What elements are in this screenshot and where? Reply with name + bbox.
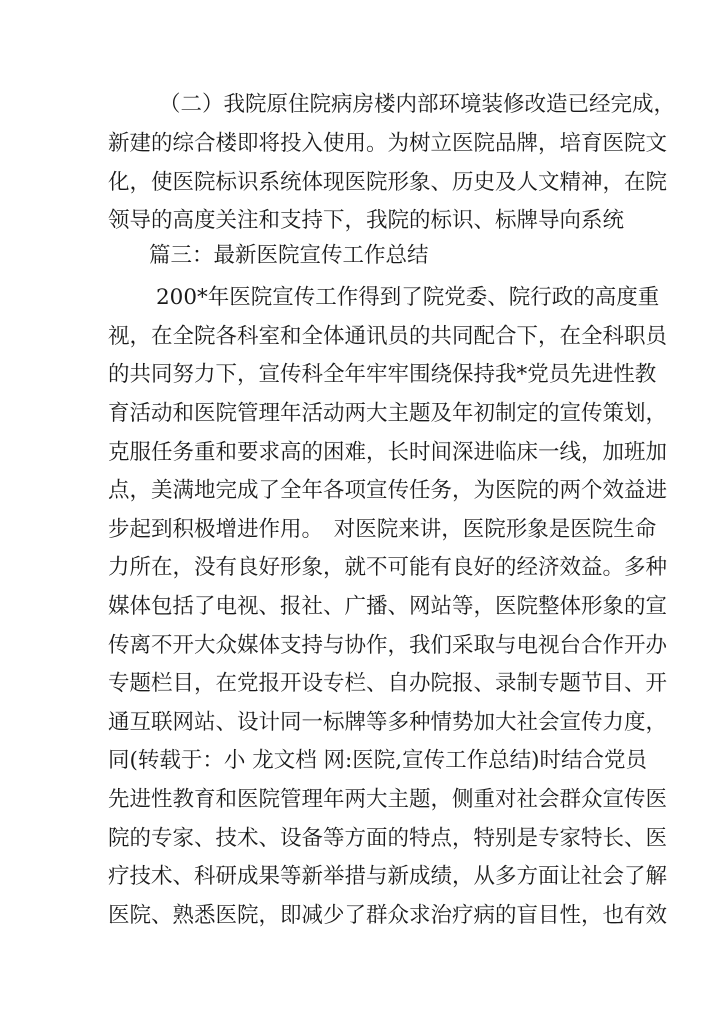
section-heading: 篇三：最新医院宣传工作总结 [149, 243, 429, 268]
paragraph-line: 育活动和医院管理年活动两大主题及年初制定的宣传策划， [108, 401, 668, 426]
paragraph-line: 步起到积极增进作用。 对医院来讲，医院形象是医院生命 [108, 517, 657, 542]
paragraph-line: 医院、熟悉医院，即减少了群众求治疗病的盲目性，也有效 [108, 903, 668, 928]
paragraph-line: 通互联网站、设计同一标牌等多种情势加大社会宣传力度， [108, 710, 668, 735]
paragraph-line: 专题栏目，在党报开设专栏、自办院报、录制专题节目、开 [108, 671, 668, 696]
paragraph-line: 视，在全院各科室和全体通讯员的共同配合下，在全科职员 [108, 324, 668, 349]
paragraph-line: 媒体包括了电视、报社、广播、网站等，医院整体形象的宣 [108, 594, 668, 619]
paragraph-line: 同(转载于：小 龙文档 网:医院,宣传工作总结)时结合党员 [108, 748, 648, 773]
paragraph-line: 克服任务重和要求高的困难，长时间深进临床一线，加班加 [108, 440, 668, 465]
paragraph-line: 的共同努力下，宣传科全年牢牢围绕保持我*党员先进性教 [108, 362, 657, 387]
paragraph-line: 先进性教育和医院管理年两大主题，侧重对社会群众宣传医 [108, 787, 668, 812]
paragraph-line: 传离不开大众媒体支持与协作，我们采取与电视台合作开办 [108, 633, 668, 658]
paragraph-line: 化，使医院标识系统体现医院形象、历史及人文精神，在院 [108, 170, 668, 195]
paragraph-line: 疗技术、科研成果等新举措与新成绩，从多方面让社会了解 [108, 864, 668, 889]
paragraph-line: 新建的综合楼即将投入使用。为树立医院品牌，培育医院文 [108, 131, 668, 156]
paragraph-line: 领导的高度关注和支持下，我院的标识、标牌导向系统 [108, 208, 625, 233]
paragraph-line: （二）我院原住院病房楼内部环境装修改造已经完成， [159, 92, 676, 117]
paragraph-line: 力所在，没有良好形象，就不可能有良好的经济效益。多种 [108, 555, 668, 580]
paragraph-line: 院的专家、技术、设备等方面的特点，特别是专家特长、医 [108, 826, 668, 851]
paragraph-line: 200*年医院宣传工作得到了院党委、院行政的高度重 [156, 285, 660, 310]
paragraph-line: 点，美满地完成了全年各项宣传任务，为医院的两个效益进 [108, 478, 668, 503]
